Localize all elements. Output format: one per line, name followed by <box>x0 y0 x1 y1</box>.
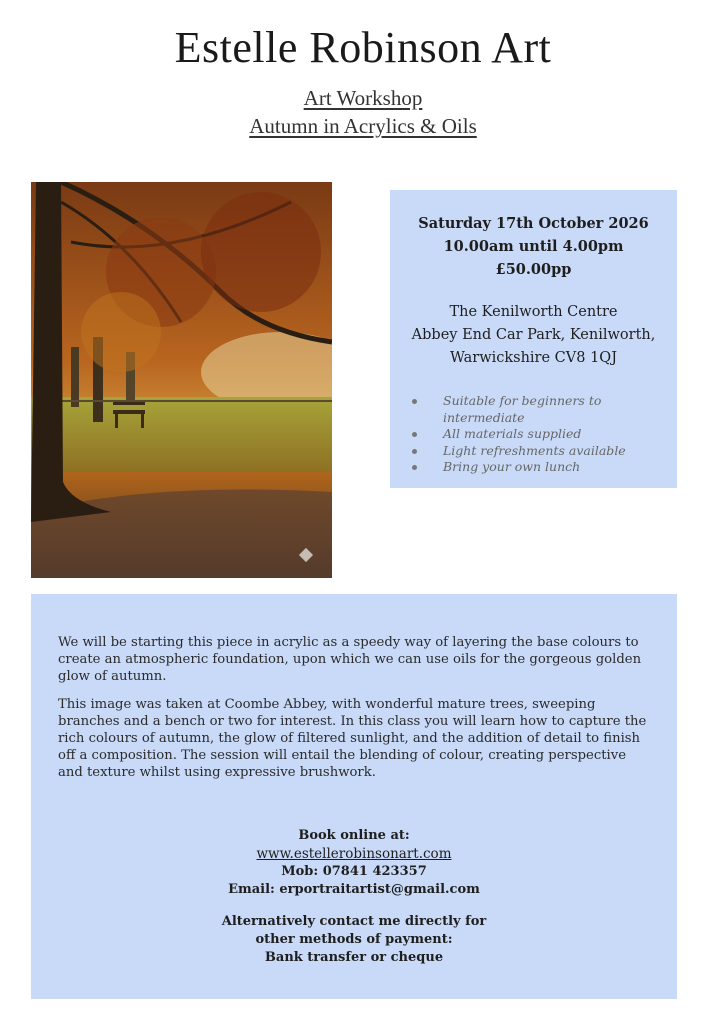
feature-item: All materials supplied <box>412 426 677 443</box>
event-price: £50.00pp <box>495 261 572 278</box>
event-time: 10.00am until 4.00pm <box>443 238 624 255</box>
feature-item: Suitable for beginners to intermediate <box>412 393 677 426</box>
event-details-box <box>390 190 677 488</box>
feature-item: Bring your own lunch <box>412 459 677 476</box>
description-box <box>31 594 677 999</box>
venue-address <box>390 301 677 370</box>
website-link[interactable]: www.estellerobinsonart.com <box>256 846 452 862</box>
workshop-label: Art Workshop <box>303 86 423 110</box>
payment-methods: Bank transfer or cheque <box>264 950 444 965</box>
booking-contact <box>31 827 677 967</box>
page-title: Estelle Robinson Art <box>174 23 552 72</box>
venue-street: Abbey End Car Park, Kenilworth, <box>411 327 656 343</box>
book-online-label: Book online at: <box>298 828 410 843</box>
description-paragraph: We will be starting this piece in acrylic as a speedy way of layering the base colours to create an atmospheric foundation, upon which we can use oils for the gorgeous golden glow of autumn. <box>58 635 642 685</box>
venue-postcode: Warwickshire CV8 1QJ <box>449 350 618 366</box>
venue-name: The Kenilworth Centre <box>449 304 618 320</box>
feature-item: Light refreshments available <box>412 443 677 460</box>
email-address: Email: erportraitartist@gmail.com <box>228 882 480 897</box>
alt-contact-line: other methods of payment: <box>255 932 453 947</box>
alt-contact-line: Alternatively contact me directly for <box>221 914 487 929</box>
description-paragraph: This image was taken at Coombe Abbey, with wonderful mature trees, sweeping branches and a bench or two for interest. In this class you will learn how to capture the rich colours of autumn, the glow of filtered sunlight, and the addition of detail to finish off a composition. The session will entail the blending of colour, creating perspective and texture whilst using expressive brushwork. <box>58 696 647 781</box>
feature-list <box>390 393 677 476</box>
event-date: Saturday 17th October 2026 <box>418 215 649 232</box>
autumn-park-photo <box>31 182 332 578</box>
mobile-number: Mob: 07841 423357 <box>281 864 427 879</box>
workshop-title: Autumn in Acrylics & Oils <box>249 114 477 138</box>
